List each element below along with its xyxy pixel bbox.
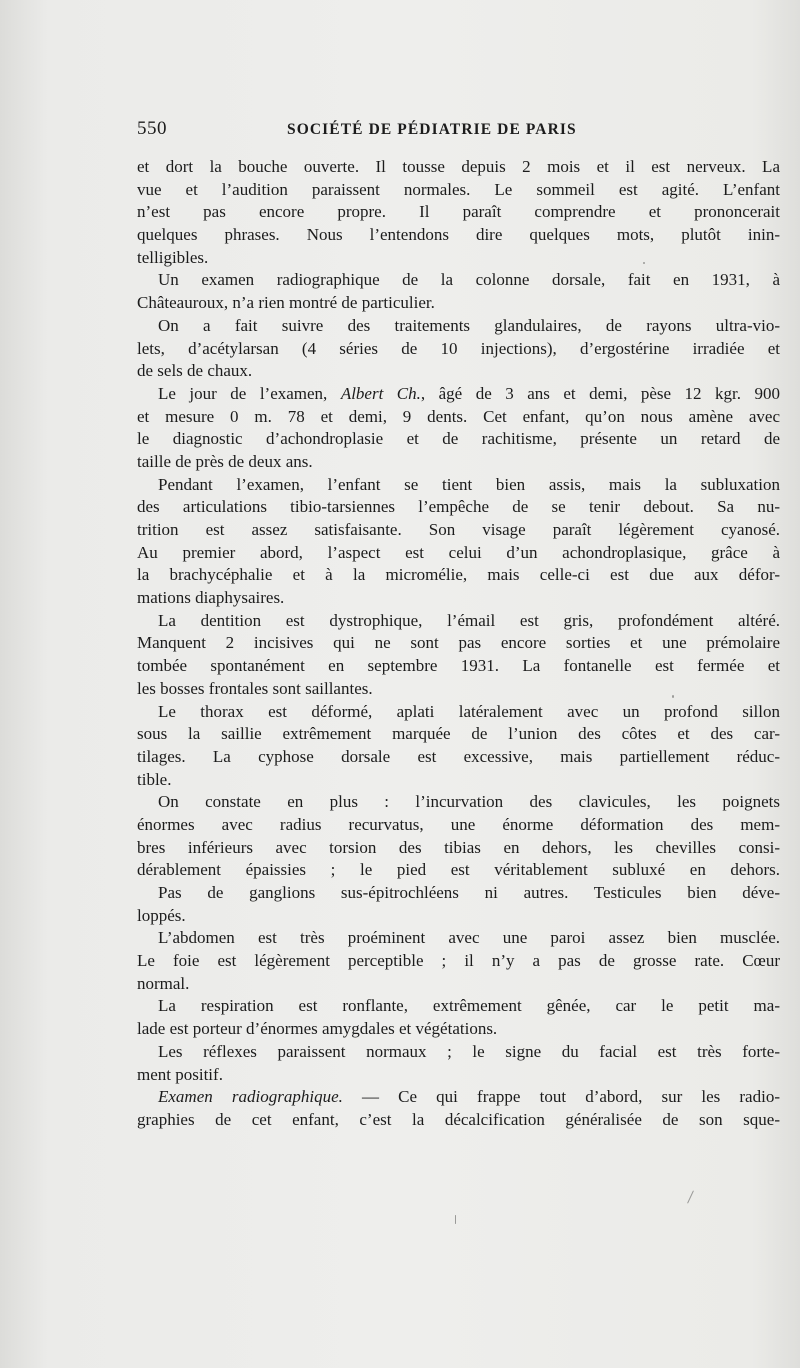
text-line: L’abdomen est très proéminent avec une paroi assez bien musclée. [158,928,780,948]
text-segment: — Ce qui frappe tout d’abord, sur les radio- [342,1087,780,1107]
text-line: Le foie est légèrement perceptible ; il n’y a pas de grosse rate. Cœur [137,951,780,971]
paper-speck [687,1190,694,1203]
text-line: sous la saillie extrêmement marquée de l’union des côtes et des car- [137,724,780,744]
text-line: mations diaphysaires. [137,588,285,608]
text-line: normal. [137,973,190,993]
running-title: SOCIÉTÉ DE PÉDIATRIE DE PARIS [287,121,577,138]
text-line: On a fait suivre des traitements glandulaires, de rayons ultra-vio- [158,315,780,335]
text-line: Les réflexes paraissent normaux ; le signe du facial est très forte- [158,1041,780,1061]
text-line: ment positif. [137,1064,223,1084]
text-line: quelques phrases. Nous l’entendons dire quelques mots, plutôt inin- [137,225,780,245]
text-line: bres inférieurs avec torsion des tibias en dehors, les chevilles consi- [137,837,780,857]
body-text [137,156,780,1132]
text-line: énormes avec radius recurvatus, une énorme déformation des mem- [137,814,780,834]
text-line [137,383,780,406]
paper-speck [643,262,645,264]
text-segment: Le jour de l’examen, [158,383,341,403]
text-line: de sels de chaux. [137,361,253,381]
page-header [137,118,797,144]
text-line: Un examen radiographique de la colonne dorsale, fait en 1931, à [158,270,780,290]
text-line: telligibles. [137,247,209,267]
text-line: des articulations tibio-tarsiennes l’empêche de se tenir debout. Sa nu- [137,497,780,517]
text-line: tilages. La cyphose dorsale est excessive, mais partiellement réduc- [137,746,780,766]
text-line: et dort la bouche ouverte. Il tousse depuis 2 mois et il est nerveux. La [137,157,780,176]
italic-segment: Examen radiographique. [158,1087,343,1107]
text-line: et mesure 0 m. 78 et demi, 9 dents. Cet enfant, qu’on nous amène avec [137,406,780,426]
text-line: taille de près de deux ans. [137,451,313,471]
paper-speck [455,1215,456,1224]
text-line: la brachycéphalie et à la micromélie, mais celle-ci est due aux défor- [137,565,780,585]
text-line: Manquent 2 incisives qui ne sont pas encore sorties et une prémolaire [137,633,780,653]
text-line: Au premier abord, l’aspect est celui d’un achondroplasique, grâce à [137,542,780,562]
text-line: Pendant l’examen, l’enfant se tient bien assis, mais la subluxation [158,474,780,494]
text-line: vue et l’audition paraissent normales. Le sommeil est agité. L’enfant [137,179,780,199]
text-line: La respiration est ronflante, extrêmement gênée, car le petit ma- [158,996,780,1016]
text-line: tombée spontanément en septembre 1931. La fontanelle est fermée et [137,656,780,676]
text-line: le diagnostic d’achondroplasie et de rachitisme, présente un retard de [137,429,780,449]
text-line: lets, d’acétylarsan (4 séries de 10 injections), d’ergostérine irradiée et [137,338,780,358]
text-segment: , âgé de 3 ans et demi, pèse 12 kgr. 900 [420,383,780,403]
text-line: La dentition est dystrophique, l’émail est gris, profondément altéré. [158,610,780,630]
text-line: n’est pas encore propre. Il paraît comprendre et prononcerait [137,202,780,222]
text-line: loppés. [137,905,186,925]
text-line [137,1086,780,1109]
text-line: Le thorax est déformé, aplati latéralement avec un profond sillon [158,701,780,721]
text-line: trition est assez satisfaisante. Son visage paraît légèrement cyanosé. [137,520,780,539]
text-line: graphies de cet enfant, c’est la décalcification généralisée de son sque- [137,1109,780,1129]
text-line: tible. [137,769,172,789]
text-line: lade est porteur d’énormes amygdales et végétations. [137,1019,498,1039]
text-line: Pas de ganglions sus-épitrochléens ni autres. Testicules bien déve- [158,883,780,902]
text-line: Châteauroux, n’a rien montré de particulier. [137,293,435,313]
text-line: les bosses frontales sont saillantes. [137,678,373,698]
page-number: 550 [137,118,167,139]
text-line: dérablement épaissies ; le pied est véritablement subluxé en dehors. [137,860,780,880]
paper-speck [672,695,674,698]
italic-segment: Albert Ch. [340,383,421,403]
text-line: On constate en plus : l’incurvation des clavicules, les poignets [158,792,780,812]
